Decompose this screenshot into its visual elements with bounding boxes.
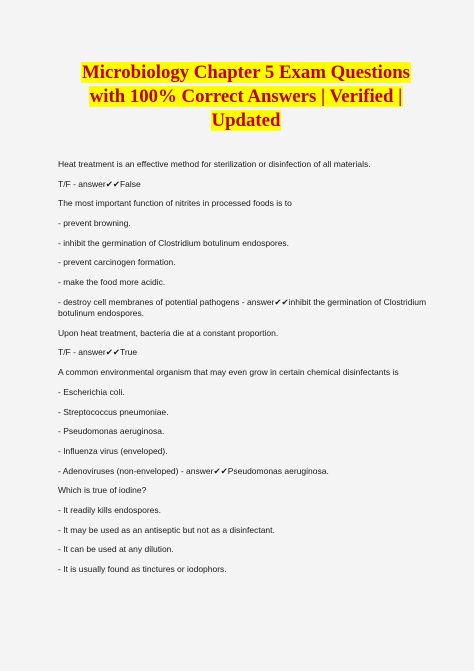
option-line: - It is usually found as tinctures or iodophors. [58,564,227,575]
question-text: The most important function of nitrites in processed foods is to [58,198,292,209]
title-line-3: Updated [211,110,281,131]
option-line: - Influenza virus (enveloped). [58,445,168,456]
option-line: - It readily kills endospores. [58,504,161,515]
document-title-block [58,61,434,133]
option-line: - It may be used as an antiseptic but not as a disinfectant. [58,524,275,535]
question-text: A common environmental organism that may even grow in certain chemical disinfectants is [58,367,399,378]
document-body [58,159,434,575]
document-title [58,61,434,133]
option-answer-line: - destroy cell membranes of potential pathogens - answer✔✔inhibit the germination of Clostridium botulinum endospores. [58,296,427,319]
option-line: - Pseudomonas aeruginosa. [58,426,165,437]
option-line: - prevent carcinogen formation. [58,257,176,268]
option-line: - inhibit the germination of Clostridium botulinum endospores. [58,237,290,248]
option-line: - make the food more acidic. [58,277,166,288]
answer-line: T/F - answer✔✔True [58,347,138,358]
option-line: - Streptococcus pneumoniae. [58,406,169,417]
option-answer-line: - Adenoviruses (non-enveloped) - answer✔✔Pseudomonas aeruginosa. [58,465,329,476]
title-line-2: with 100% Correct Answers | Verified | [89,86,403,107]
answer-line: T/F - answer✔✔False [58,178,141,189]
question-text: Heat treatment is an effective method for sterilization or disinfection of all materials. [58,159,371,169]
option-line: - It can be used at any dilution. [58,544,174,555]
title-line-1: Microbiology Chapter 5 Exam Questions [82,62,410,83]
option-line: - prevent browning. [58,218,131,229]
option-line: - Escherichia coli. [58,386,125,397]
question-text: Which is true of iodine? [58,485,147,496]
question-text: Upon heat treatment, bacteria die at a constant proportion. [58,327,279,338]
